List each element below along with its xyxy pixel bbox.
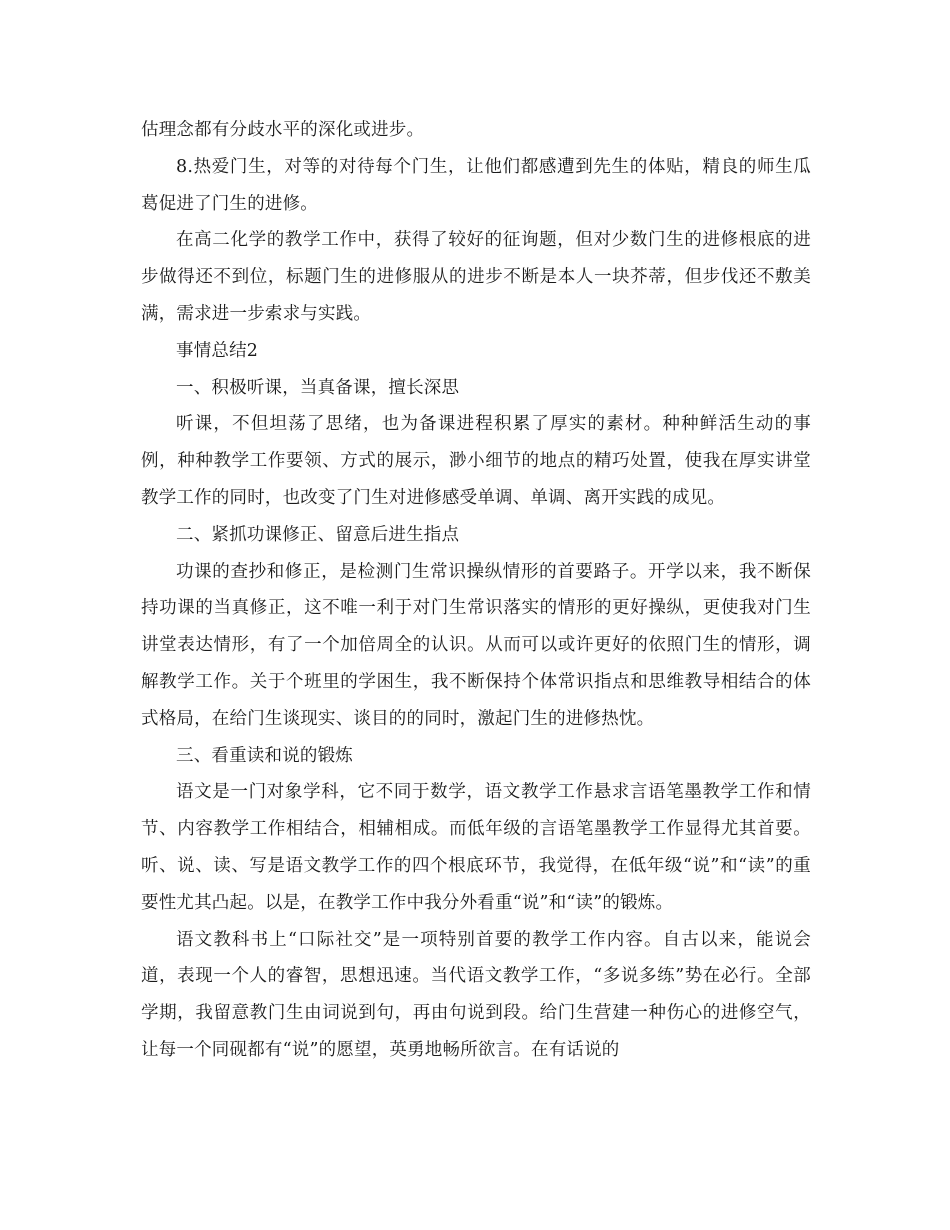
section-heading-2: 二、紧抓功课修正、留意后进生指点 [176, 524, 460, 545]
paragraph-4: 听课，不但坦荡了思绪，也为备课进程积累了厚实的素材。种种鲜活生动的事例，种种教学工作要领、方式的展示，渺小细节的地点的精巧处置，使我在厚实讲堂教学工作的同时，也改变了门生对进修感受单调、单调、离开实践的成见。 [141, 414, 811, 508]
paragraph-1: 估理念都有分歧水平的深化或进步。 [141, 120, 425, 140]
paragraph-2: 8.热爱门生，对等的对待每个门生，让他们都感遭到先生的体贴，精良的师生瓜葛促进了门生的进修。 [141, 156, 811, 214]
paragraph-3: 在高二化学的教学工作中，获得了较好的征询题，但对少数门生的进修根底的进步做得还不到位，标题门生的进修服从的进步不断是本人一块芥蒂，但步伐还不敷美满，需求进一步索求与实践。 [141, 230, 811, 324]
paragraph-7: 语文教科书上“口际社交”是一项特别首要的教学工作内容。自古以来，能说会道，表现一个人的睿智，思想迅速。当代语文教学工作，“多说多练”势在必行。全部学期，我留意教门生由词说到句，再由句说到段。给门生营建一种伤心的进修空气，让每一个同砚都有“说”的愿望，英勇地畅所欲言。在有话说的 [141, 929, 811, 1060]
section-heading-1: 一、积极听课，当真备课，擅长深思 [176, 377, 460, 398]
paragraph-5: 功课的查抄和修正，是检测门生常识操纵情形的首要路子。开学以来，我不断保持功课的当真修正，这不唯一利于对门生常识落实的情形的更好操纵，更使我对门生讲堂表达情形，有了一个加倍周全的认识。从而可以或许更好的依照门生的情形，调解教学工作。关于个班里的学困生，我不断保持个体常识指点和思维教导相结合的体式格局，在给门生谈现实、谈目的的同时，激起门生的进修热忱。 [141, 561, 811, 729]
document-body [141, 112, 811, 1069]
paragraph-6: 语文是一门对象学科，它不同于数学，语文教学工作悬求言语笔墨教学工作和情节、内容教学工作相结合，相辅相成。而低年级的言语笔墨教学工作显得尤其首要。听、说、读、写是语文教学工作的四个根底环节，我觉得，在低年级“说”和“读”的重要性尤其凸起。以是，在教学工作中我分外看重“说”和“读”的锻炼。 [141, 782, 811, 913]
section-heading-summary-2: 事情总结2 [176, 340, 259, 361]
section-heading-3: 三、看重读和说的锻炼 [176, 745, 353, 766]
